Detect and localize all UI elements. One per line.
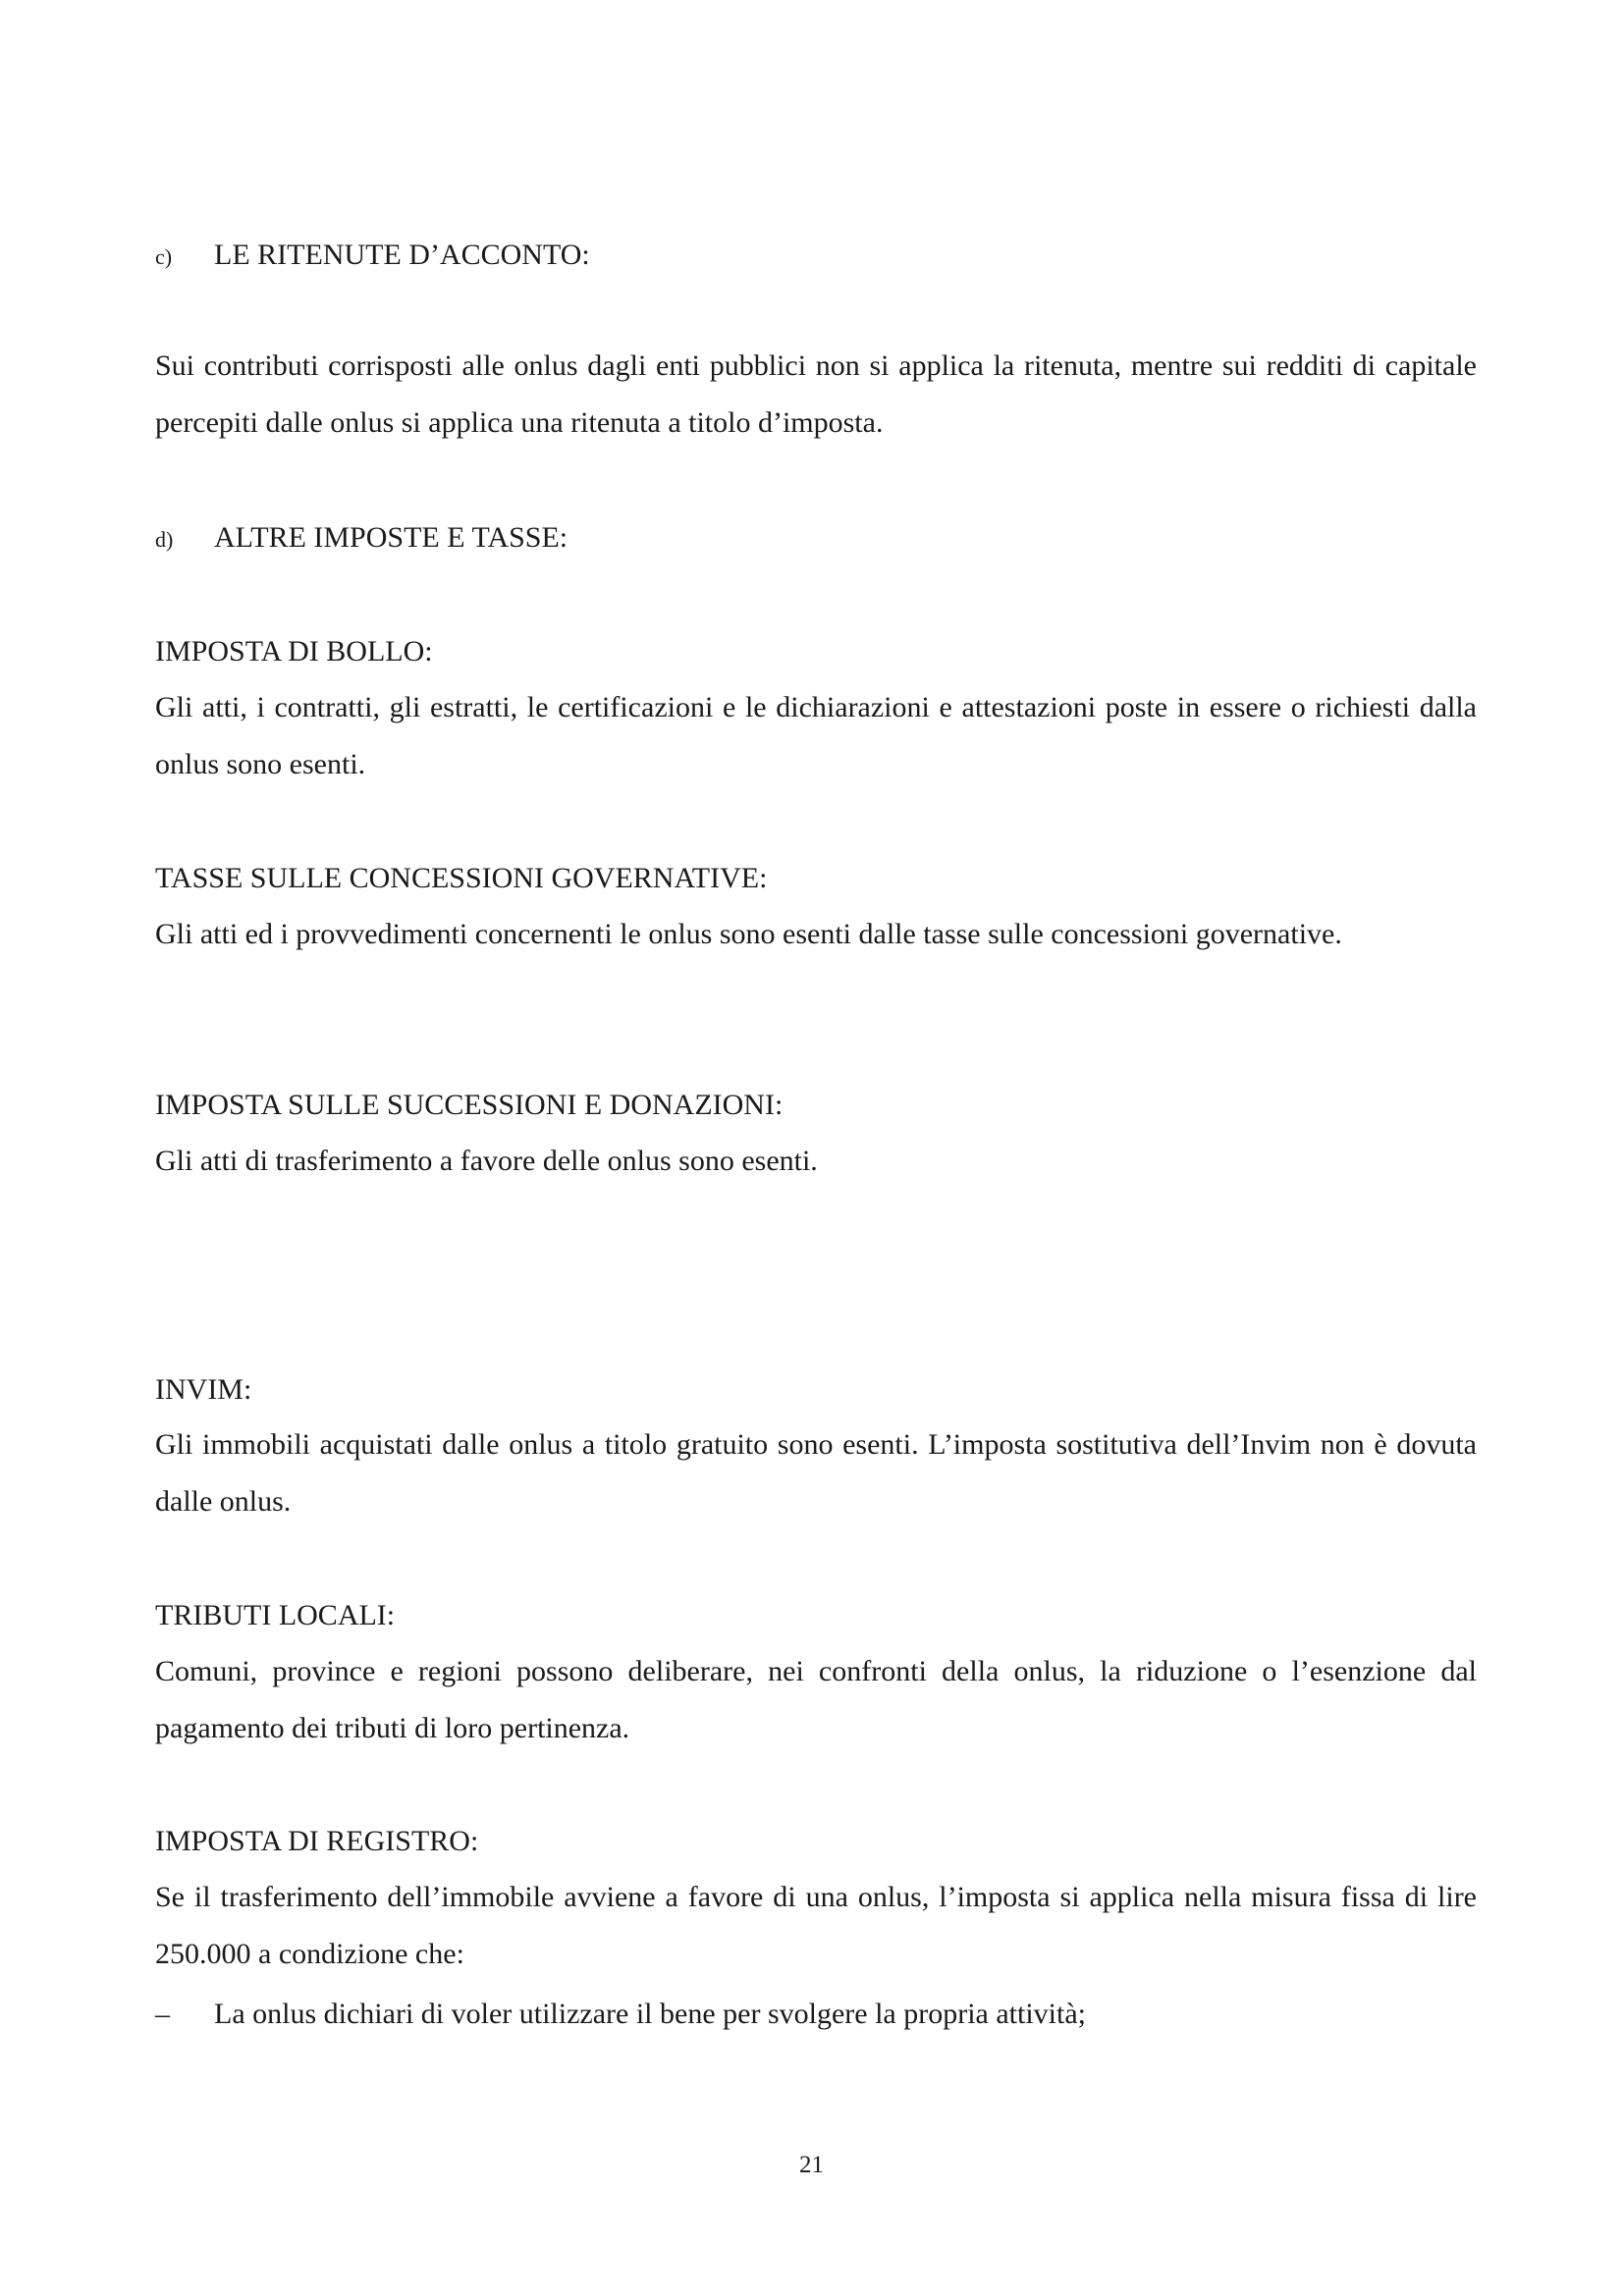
bollo-heading: IMPOSTA DI BOLLO: bbox=[155, 635, 433, 667]
section-d-heading: ALTRE IMPOSTE E TASSE: bbox=[214, 521, 568, 554]
concessioni-paragraph: Gli atti ed i provvedimenti concernenti le onlus sono esenti dalle tasse sulle concessioni governative. bbox=[155, 918, 1342, 950]
tributi-heading: TRIBUTI LOCALI: bbox=[155, 1599, 396, 1631]
tributi-paragraph: Comuni, province e regioni possono deliberare, nei confronti della onlus, la riduzione o l’esenzione dal pagamento dei tributi di loro pertinenza. bbox=[155, 1655, 1477, 1744]
section-c-marker: c) bbox=[155, 244, 173, 269]
section-c-heading: LE RITENUTE D’ACCONTO: bbox=[214, 239, 590, 271]
section-d-marker: d) bbox=[155, 527, 174, 552]
section-c-paragraph: Sui contributi corrisposti alle onlus dagli enti pubblici non si applica la ritenuta, mentre sui redditi di capitale percepiti dalle onlus si applica una ritenuta a titolo d’imposta. bbox=[155, 349, 1477, 439]
concessioni-heading: TASSE SULLE CONCESSIONI GOVERNATIVE: bbox=[155, 862, 768, 894]
successioni-paragraph: Gli atti di trasferimento a favore delle onlus sono esenti. bbox=[155, 1145, 818, 1177]
registro-paragraph: Se il trasferimento dell’immobile avviene a favore di una onlus, l’imposta si applica nella misura fissa di lire 250.000 a condizione che: bbox=[155, 1881, 1477, 1970]
invim-heading: INVIM: bbox=[155, 1373, 252, 1406]
bollo-paragraph: Gli atti, i contratti, gli estratti, le certificazioni e le dichiarazioni e attestazioni poste in essere o richiesti dalla onlus sono esenti. bbox=[155, 691, 1477, 780]
registro-heading: IMPOSTA DI REGISTRO: bbox=[155, 1825, 479, 1857]
registro-bullet-dash: – bbox=[155, 1998, 170, 2030]
page-number: 21 bbox=[799, 2152, 824, 2178]
invim-paragraph: Gli immobili acquistati dalle onlus a titolo gratuito sono esenti. L’imposta sostitutiva dell’Invim non è dovuta dalle onlus. bbox=[155, 1428, 1477, 1518]
successioni-heading: IMPOSTA SULLE SUCCESSIONI E DONAZIONI: bbox=[155, 1089, 784, 1121]
registro-bullet-item: La onlus dichiari di voler utilizzare il bene per svolgere la propria attività; bbox=[214, 1998, 1087, 2030]
